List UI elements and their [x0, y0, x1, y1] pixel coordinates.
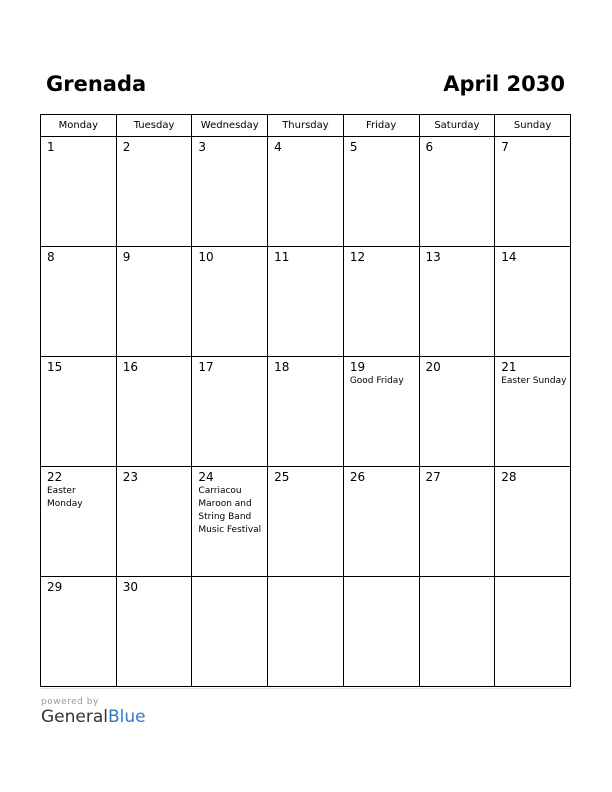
day-cell-content: [41, 247, 116, 264]
day-cell-content: [41, 137, 116, 154]
weekday-header: Saturday: [419, 115, 495, 137]
week-row: [41, 137, 571, 247]
day-cell: [268, 357, 344, 467]
day-number: 15: [47, 360, 63, 374]
day-cell: [116, 137, 192, 247]
week-row: [41, 577, 571, 687]
day-number: 6: [425, 140, 434, 154]
week-row: [41, 467, 571, 577]
day-cell-content: [495, 247, 570, 264]
day-cell: [192, 357, 268, 467]
holiday-label: Easter Monday: [47, 486, 83, 509]
holiday-label: Easter Sunday: [501, 376, 567, 386]
day-cell-content: [192, 467, 267, 537]
day-cell: [192, 577, 268, 687]
weekday-header: Sunday: [495, 115, 571, 137]
day-cell: [268, 577, 344, 687]
day-cell-content: [192, 357, 267, 374]
day-number: 12: [349, 250, 366, 264]
day-cell-content: [192, 247, 267, 264]
weekday-header-row: [41, 115, 571, 137]
day-cell: [343, 137, 419, 247]
day-cell-content: [495, 467, 570, 484]
calendar-country-title: Grenada: [46, 72, 147, 96]
day-cell-content: [344, 137, 419, 154]
day-cell: [268, 247, 344, 357]
holiday-label: Good Friday: [349, 376, 404, 386]
day-cell: [41, 357, 117, 467]
day-number: 16: [122, 360, 138, 374]
day-number: 24: [198, 470, 214, 484]
day-number: 8: [47, 250, 55, 264]
day-cell-content: [41, 357, 116, 374]
day-cell: [41, 577, 117, 687]
day-number: 17: [198, 360, 214, 374]
day-cell-content: [268, 137, 343, 154]
weekday-header: Monday: [41, 115, 117, 137]
day-cell-content: [268, 577, 343, 580]
day-cell-content: [495, 137, 570, 154]
weekday-header: Wednesday: [192, 115, 268, 137]
day-cell-content: [117, 357, 192, 374]
day-cell: [495, 137, 571, 247]
holiday-label: Carriacou Maroon and String Band Music Festival: [198, 486, 262, 535]
day-number: 3: [198, 140, 207, 154]
day-cell: [495, 247, 571, 357]
brand-blue-text: Blue: [108, 707, 146, 727]
day-number: 21: [501, 360, 517, 374]
week-row: [41, 247, 571, 357]
powered-by-text: powered by: [41, 697, 99, 707]
day-cell: [343, 467, 419, 577]
day-cell-content: [344, 247, 419, 264]
calendar-month-title: April 2030: [443, 72, 565, 96]
day-number: 26: [349, 470, 366, 484]
footer-branding: [41, 697, 146, 727]
footer-divider: [41, 688, 571, 689]
day-cell-content: [495, 357, 570, 388]
day-cell-content: [344, 357, 419, 388]
day-cell-content: [41, 467, 116, 511]
day-cell: [192, 467, 268, 577]
day-cell: [495, 577, 571, 687]
day-number: 10: [198, 250, 214, 264]
day-cell: [116, 357, 192, 467]
day-cell: [41, 467, 117, 577]
day-cell-content: [344, 577, 419, 580]
day-number: 30: [122, 580, 138, 594]
day-cell-content: [420, 247, 495, 264]
day-cell: [116, 467, 192, 577]
day-cell-content: [268, 247, 343, 264]
weekday-header: Tuesday: [116, 115, 192, 137]
day-cell: [419, 467, 495, 577]
day-cell-content: [268, 467, 343, 484]
day-cell-content: [41, 577, 116, 594]
weekday-header: Friday: [343, 115, 419, 137]
day-number: 23: [122, 470, 138, 484]
day-cell: [41, 247, 117, 357]
weekday-header: Thursday: [268, 115, 344, 137]
day-cell-content: [192, 577, 267, 580]
calendar-grid: [40, 114, 571, 687]
day-number: 25: [274, 470, 290, 484]
day-cell-content: [420, 577, 495, 580]
day-cell: [495, 467, 571, 577]
day-cell: [419, 247, 495, 357]
day-number: 2: [122, 140, 131, 154]
day-cell: [116, 247, 192, 357]
day-number: 28: [501, 470, 517, 484]
day-number: 20: [425, 360, 441, 374]
day-number: 13: [425, 250, 441, 264]
day-number: 4: [274, 140, 282, 154]
day-cell: [343, 357, 419, 467]
day-cell: [268, 467, 344, 577]
day-cell: [343, 247, 419, 357]
day-number: 29: [47, 580, 63, 594]
day-number: 27: [425, 470, 441, 484]
day-number: 14: [501, 250, 517, 264]
day-cell-content: [420, 137, 495, 154]
day-cell-content: [420, 357, 495, 374]
day-cell-content: [117, 577, 192, 594]
day-cell-content: [344, 467, 419, 484]
day-number: 1: [47, 140, 55, 154]
day-cell: [192, 247, 268, 357]
day-cell-content: [268, 357, 343, 374]
day-number: 9: [122, 250, 131, 264]
day-cell-content: [495, 577, 570, 580]
day-number: 18: [274, 360, 290, 374]
day-number: 5: [349, 140, 358, 154]
day-cell-content: [117, 137, 192, 154]
day-number: 22: [47, 470, 63, 484]
day-cell: [419, 577, 495, 687]
day-cell: [268, 137, 344, 247]
brand-general-text: General: [41, 707, 108, 727]
day-cell: [495, 357, 571, 467]
day-number: 7: [501, 140, 509, 154]
day-cell: [116, 577, 192, 687]
day-cell-content: [117, 247, 192, 264]
week-row: [41, 357, 571, 467]
generalblue-logo: [41, 707, 146, 727]
day-cell: [419, 357, 495, 467]
day-cell: [41, 137, 117, 247]
day-cell: [419, 137, 495, 247]
day-cell: [192, 137, 268, 247]
day-cell-content: [192, 137, 267, 154]
day-number: 11: [274, 250, 290, 264]
day-cell: [343, 577, 419, 687]
day-cell-content: [420, 467, 495, 484]
day-number: 19: [349, 360, 366, 374]
day-cell-content: [117, 467, 192, 484]
